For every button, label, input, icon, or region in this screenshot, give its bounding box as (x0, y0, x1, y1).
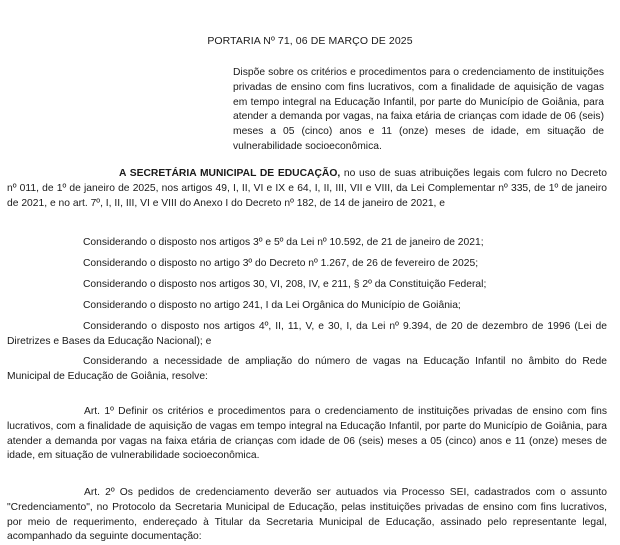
considerando-2: Considerando o disposto no artigo 3º do Decreto nº 1.267, de 26 de fevereiro de 2025; (83, 258, 479, 269)
preamble-authority: A SECRETÁRIA MUNICIPAL DE EDUCAÇÃO, (119, 168, 341, 179)
preamble-text: no uso de suas atribuições legais com fulcro no Decreto nº 011, de 1º de janeiro de 2025, nos artigos 49, I, II, VI e IX e 64, I, II, III, VII e VIII, da Lei Complementar nº 335, de 1º de janeiro de 2021, e no art. 7º, I, II, III, VI e VIII do Anexo I do Decreto nº 182, de 14 de janeiro de 2021, e (7, 168, 607, 209)
considerando-1: Considerando o disposto nos artigos 3º e 5º da Lei nº 10.592, de 21 de janeiro de 2021; (83, 237, 484, 248)
considerando-5: Considerando o disposto nos artigos 4º, II, 11, V, e 30, I, da Lei nº 9.394, de 20 de dezembro de 1996 (Lei de Diretrizes e Bases da Educação Nacional); e (7, 321, 607, 347)
article-1: Art. 1º Definir os critérios e procedimentos para o credenciamento de instituições privadas de ensino com fins lucrativos, com a finalidade de aquisição de vagas em tempo integral na Educação Infantil, por parte do Município de Goiânia, para atender a demanda por vagas na faixa etária de crianças com idade de 06 (seis) meses a 05 (cinco) anos e 11 (onze) meses de idade, em situação de vulnerabilidade socioeconômica. (7, 406, 607, 462)
article-2: Art. 2º Os pedidos de credenciamento deverão ser autuados via Processo SEI, cadastrados com o assunto "Credenciamento", no Protocolo da Secretaria Municipal de Educação, pelas instituições privadas de ensino com fins lucrativos, por meio de requerimento, endereçado à Titular da Secretaria Municipal de Educação, assinado pelo representante legal, acompanhado da seguinte documentação: (7, 487, 607, 543)
considerando-6: Considerando a necessidade de ampliação do número de vagas na Educação Infantil no âmbito do Rede Municipal de Educação de Goiânia, resolve: (7, 356, 607, 382)
ementa-paragraph: Dispõe sobre os critérios e procedimentos para o credenciamento de instituições privadas de ensino com fins lucrativos, com a finalidade de aquisição de vagas em tempo integral na Educação Infantil, por parte do Município de Goiânia, para atender a demanda por vagas, na faixa etária de crianças com idade de 06 (seis) meses a 05 (cinco) anos e 11 (onze) meses de idade, em situação de vulnerabilidade socioeconômica. (233, 67, 604, 152)
preamble-paragraph (7, 167, 607, 211)
considerando-4: Considerando o disposto no artigo 241, I da Lei Orgânica do Município de Goiânia; (83, 300, 461, 311)
page-title: PORTARIA Nº 71, 06 DE MARÇO DE 2025 (207, 35, 413, 47)
considerando-3: Considerando o disposto nos artigos 30, VI, 208, IV, e 211, § 2º da Constituição Federal; (83, 279, 487, 290)
